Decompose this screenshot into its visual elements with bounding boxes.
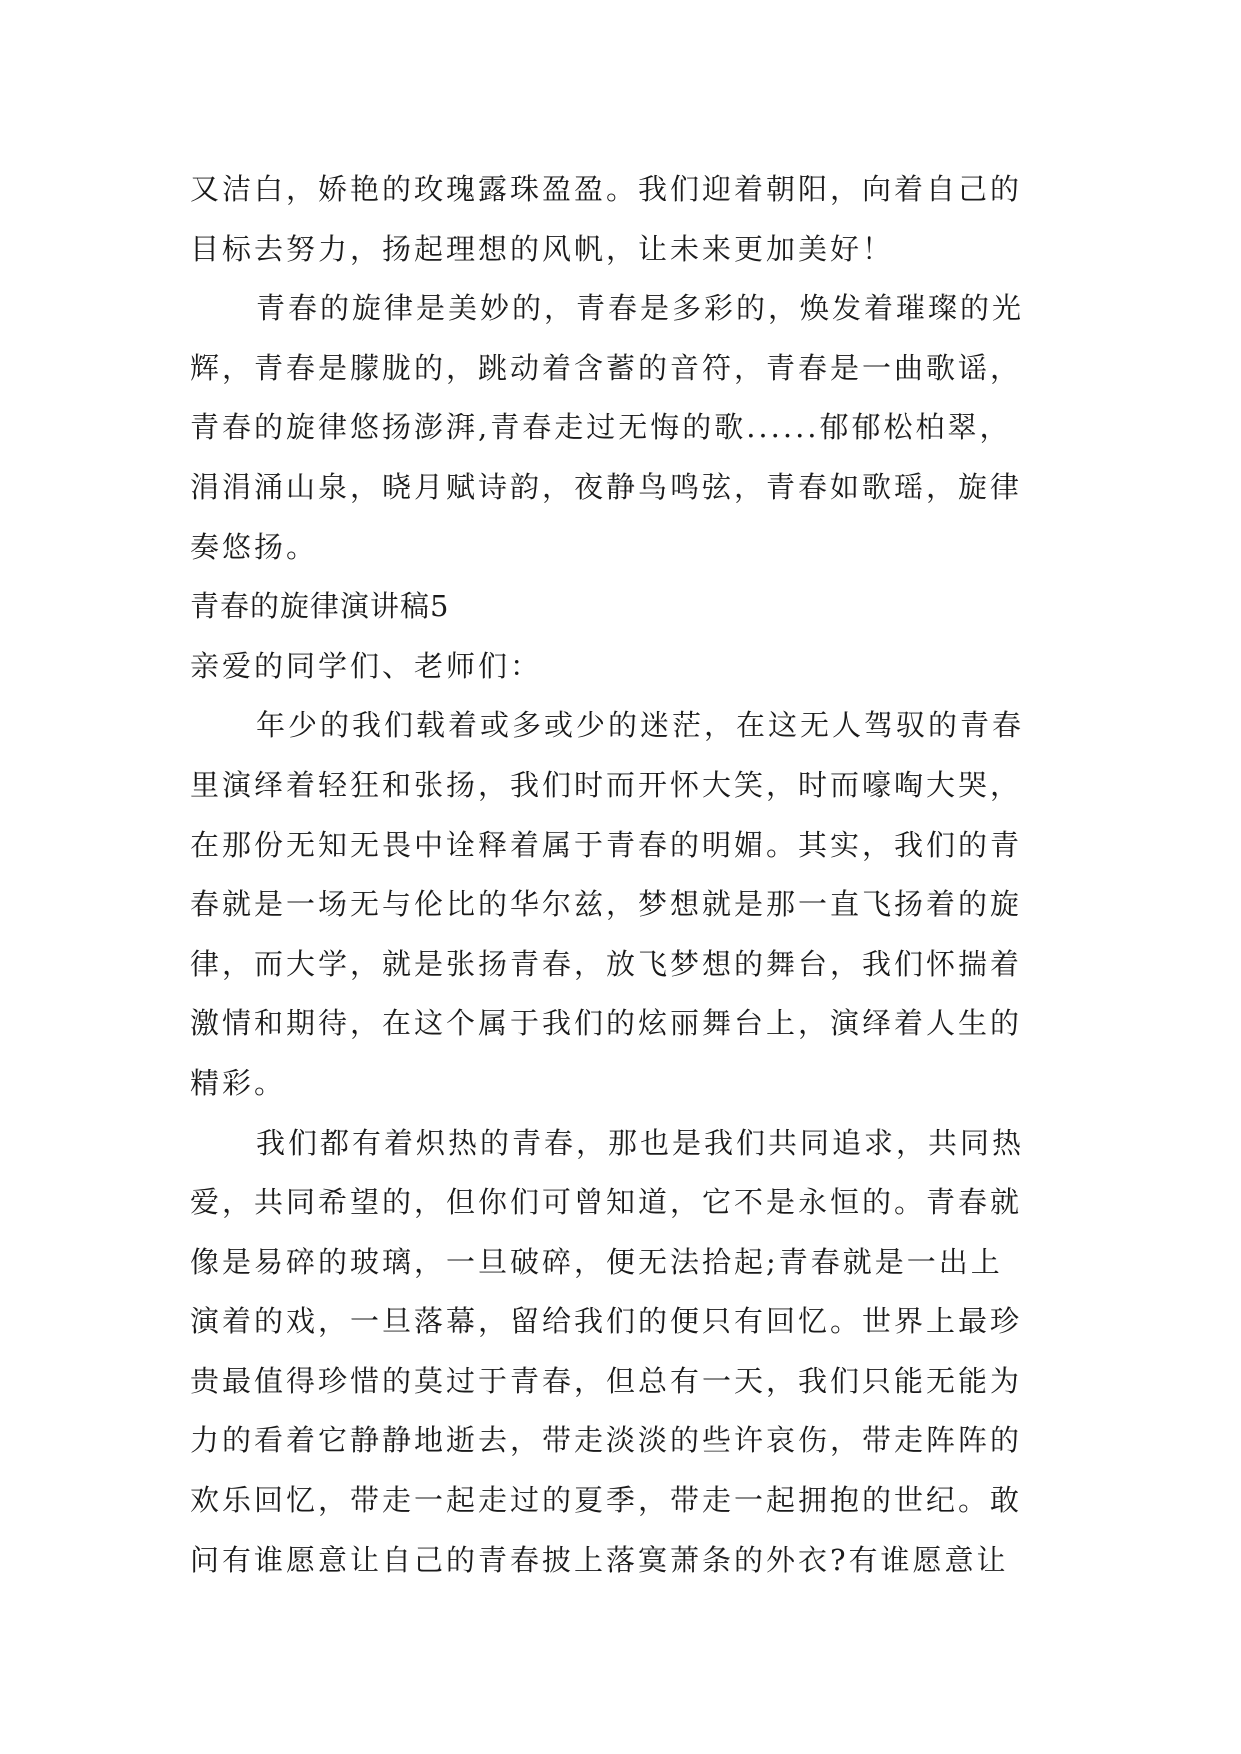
document-body [190, 160, 1050, 1590]
text-line: 涓涓涌山泉，晓月赋诗韵，夜静鸟鸣弦，青春如歌瑶，旋律 [190, 469, 1023, 504]
text-line: 里演绎着轻狂和张扬，我们时而开怀大笑，时而嚎啕大哭， [190, 767, 1023, 802]
section-heading: 青春的旋律演讲稿5 [190, 589, 450, 624]
text-line: 力的看着它静静地逝去，带走淡淡的些许哀伤，带走阵阵的 [190, 1423, 1023, 1458]
text-line: 又洁白，娇艳的玫瑰露珠盈盈。我们迎着朝阳，向着自己的 [190, 172, 1023, 206]
text-line: 欢乐回忆，带走一起走过的夏季，带走一起拥抱的世纪。敢 [190, 1483, 1023, 1518]
text-line: 年少的我们载着或多或少的迷茫，在这无人驾驭的青春 [256, 708, 1025, 743]
text-line: 青春的旋律是美妙的，青春是多彩的，焕发着璀璨的光 [256, 291, 1025, 326]
text-line: 目标去努力，扬起理想的风帆，让未来更加美好！ [190, 231, 895, 266]
text-line: 爱，共同希望的，但你们可曾知道，它不是永恒的。青春就 [190, 1185, 1023, 1220]
text-line: 我们都有着炽热的青春，那也是我们共同追求，共同热 [256, 1125, 1025, 1160]
text-line: 精彩。 [190, 1065, 287, 1100]
text-line: 春就是一场无与伦比的华尔兹，梦想就是那一直飞扬着的旋 [190, 887, 1023, 922]
text-line: 问有谁愿意让自己的青春披上落寞萧条的外衣?有谁愿意让 [190, 1542, 1009, 1577]
text-line: 青春的旋律悠扬澎湃,青春走过无悔的歌......郁郁松柏翠， [190, 410, 1012, 445]
text-line: 演着的戏，一旦落幕，留给我们的便只有回忆。世界上最珍 [190, 1304, 1023, 1339]
text-line: 贵最值得珍惜的莫过于青春，但总有一天，我们只能无能为 [190, 1363, 1023, 1398]
text-line: 亲爱的同学们、老师们： [190, 648, 543, 683]
text-line: 像是易碎的玻璃，一旦破碎，便无法拾起;青春就是一出上 [190, 1244, 1003, 1279]
text-line: 激情和期待，在这个属于我们的炫丽舞台上，演绎着人生的 [190, 1006, 1023, 1041]
text-line: 在那份无知无畏中诠释着属于青春的明媚。其实，我们的青 [190, 827, 1023, 862]
text-line: 辉，青春是朦胧的，跳动着含蓄的音符，青春是一曲歌谣， [190, 350, 1023, 385]
text-line: 奏悠扬。 [190, 529, 319, 564]
text-line: 律，而大学，就是张扬青春，放飞梦想的舞台，我们怀揣着 [190, 946, 1023, 981]
